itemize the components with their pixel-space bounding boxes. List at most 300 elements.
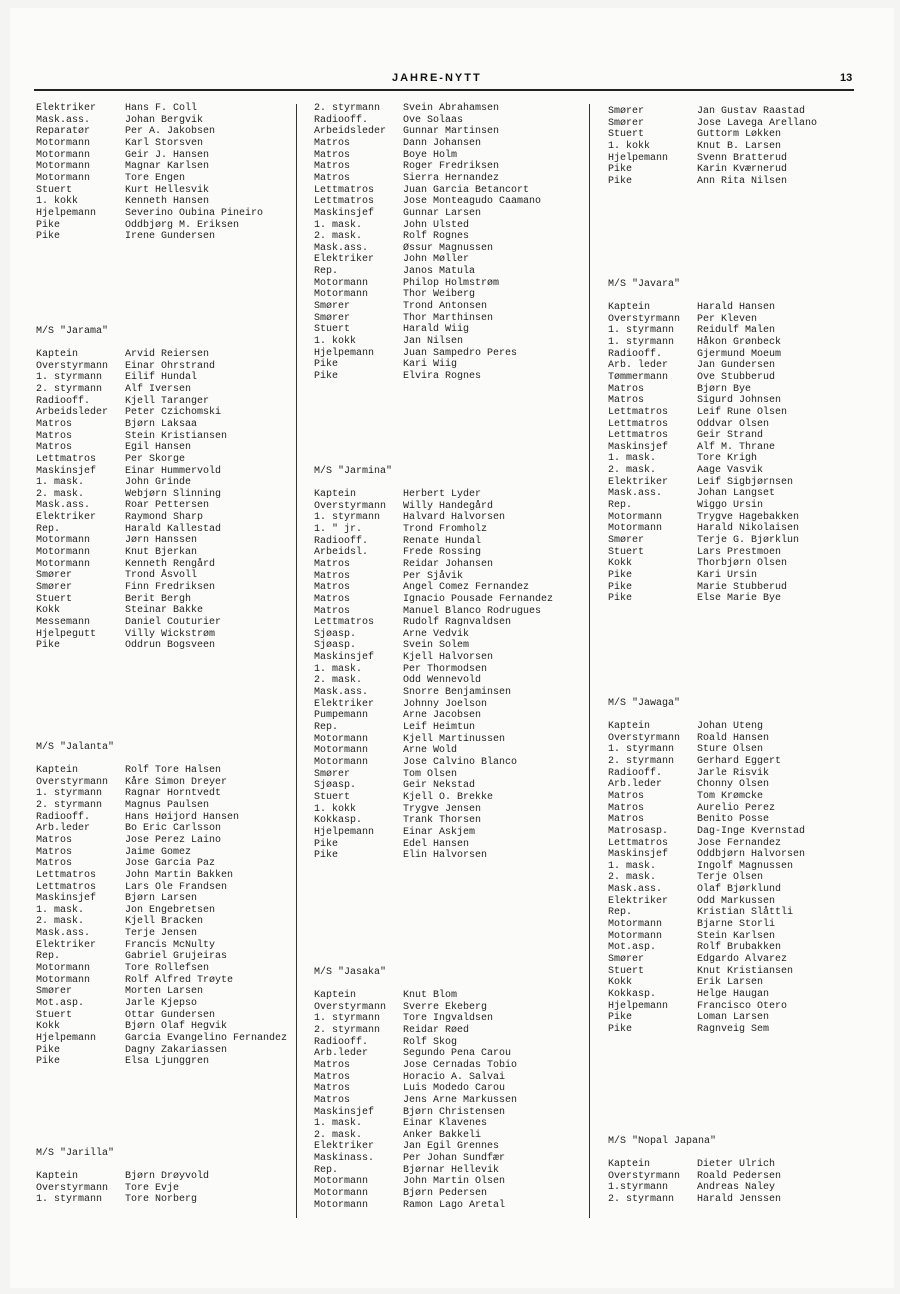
crew-name: Rolf Alfred Trøyte — [125, 974, 234, 986]
crew-role: Matros — [314, 172, 351, 184]
crew-role: Kokkasp. — [314, 815, 363, 827]
crew-role: 1.styrmann — [608, 1182, 669, 1194]
crew-name: Jan Gundersen — [697, 360, 776, 372]
ship-title: M/S "Jarama" — [36, 326, 109, 337]
crew-role: Overstyrmann — [36, 360, 109, 372]
crew-role: Mask.ass. — [314, 687, 369, 699]
crew-name: Hans F. Coll — [125, 103, 198, 114]
crew-name: Morten Larsen — [125, 986, 204, 998]
crew-name: Bjørn Bye — [697, 383, 752, 395]
crew-role: Motormann — [36, 558, 91, 570]
crew-role: Maskinsjef — [608, 849, 669, 861]
crew-name: Rolf Brubakken — [697, 942, 782, 954]
crew-role: Pike — [36, 231, 61, 243]
crew-role: Motormann — [608, 511, 663, 523]
crew-name: Loman Larsen — [697, 1012, 770, 1024]
crew-role: Smører — [314, 312, 351, 324]
crew-role: Motormann — [608, 523, 663, 535]
crew-name: Odd Wennevold — [403, 675, 482, 687]
crew-role: Radiooff. — [36, 395, 91, 407]
crew-role: Mot.asp. — [36, 998, 85, 1009]
crew-role: Motormann — [314, 289, 369, 301]
crew-name: Johan Langset — [697, 488, 776, 500]
crew-role: Lettmatros — [36, 453, 97, 465]
crew-name: Arvid Reiersen — [125, 349, 210, 360]
crew-name: Berit Bergh — [125, 593, 192, 605]
crew-role: Lettmatros — [314, 617, 375, 629]
crew-role: Hjelpemann — [314, 347, 375, 359]
crew-name: Leif Sigbjørnsen — [697, 476, 794, 488]
crew-role: 1. styrmann — [36, 1194, 103, 1206]
crew-name: Elsa Ljunggren — [125, 1056, 210, 1068]
crew-role: 1. mask. — [314, 219, 363, 231]
crew-role: Hjelpegutt — [36, 628, 97, 640]
crew-name: Stein Kristiansen — [125, 430, 228, 442]
crew-name: Øssur Magnussen — [403, 242, 494, 254]
crew-role: Mask.ass. — [314, 242, 369, 254]
crew-role: Maskinsjef — [36, 893, 97, 905]
crew-name: Francis McNulty — [125, 939, 216, 951]
crew-name: Bjarne Storli — [697, 919, 776, 931]
crew-name: Elvira Rognes — [403, 370, 482, 382]
crew-name: Magnar Karlsen — [125, 161, 210, 173]
crew-role: 1. styrmann — [36, 788, 103, 800]
crew-name: Roar Pettersen — [125, 500, 210, 512]
crew-role: 1. styrmann — [608, 336, 675, 348]
crew-role: Pike — [314, 370, 339, 382]
crew-role: 1. kokk — [314, 336, 357, 347]
crew-name: Knut Blom — [403, 990, 458, 1001]
crew-name: Bo Eric Carlsson — [125, 823, 222, 835]
crew-role: 2. styrmann — [608, 1193, 675, 1205]
crew-name: Dann Johansen — [403, 137, 482, 149]
crew-name: Stein Karlsen — [697, 930, 776, 942]
crew-role: Matros — [314, 1059, 351, 1071]
crew-role: Kaptein — [608, 721, 651, 732]
crew-name: Juan Garcia Betancort — [403, 184, 530, 196]
crew-name: Tore Engen — [125, 172, 186, 184]
crew-role: Matros — [314, 1094, 351, 1106]
crew-role: Kokk — [36, 1021, 61, 1033]
crew-name: Tore Ingvaldsen — [403, 1013, 494, 1025]
crew-name: Roald Pedersen — [697, 1170, 782, 1182]
crew-name: Herbert Lyder — [403, 489, 482, 500]
crew-name: Trygve Hagebakken — [697, 511, 800, 523]
crew-role: Matros — [314, 593, 351, 605]
crew-role: Elektriker — [314, 254, 375, 266]
crew-role: Reparatør — [36, 126, 91, 138]
crew-name: Gerhard Eggert — [697, 755, 782, 767]
crew-name: Jarle Risvik — [697, 767, 770, 779]
crew-name: Tom Krømcke — [697, 790, 764, 802]
ship-title: M/S "Nopal Japana" — [608, 1136, 717, 1147]
crew-name: Sture Olsen — [697, 744, 764, 756]
crew-name: Knut Kristiansen — [697, 965, 794, 977]
crew-role: Pike — [314, 838, 339, 850]
crew-name: Jarle Kjepso — [125, 998, 198, 1009]
crew-role: Elektriker — [36, 939, 97, 951]
crew-role: Radiooff. — [608, 767, 663, 779]
crew-name: Oddrun Bogsveen — [125, 640, 216, 652]
crew-role: Stuert — [314, 324, 351, 336]
crew-name: Per Kleven — [697, 313, 758, 325]
crew-role: Arb.leder — [314, 1048, 369, 1060]
crew-name: Thor Marthinsen — [403, 312, 494, 324]
crew-role: Hjelpemann — [608, 1000, 669, 1012]
crew-name: Horacio A. Salvai — [403, 1071, 506, 1083]
crew-name: Guttorm Løkken — [697, 129, 782, 141]
crew-role: Kaptein — [314, 990, 357, 1001]
crew-role: Lettmatros — [314, 184, 375, 196]
crew-name: Per Skorge — [125, 453, 186, 465]
crew-name: Ann Rita Nilsen — [697, 175, 788, 187]
crew-role: Overstyrmann — [314, 1001, 387, 1013]
crew-role: Radiooff. — [314, 114, 369, 126]
crew-name: Odd Markussen — [697, 895, 776, 907]
crew-name: Jose Cernadas Tobio — [403, 1059, 518, 1071]
crew-role: Matros — [36, 430, 73, 442]
crew-name: Svenn Bratterud — [697, 152, 788, 164]
crew-name: Reidar Johansen — [403, 558, 494, 570]
crew-name: Daniel Couturier — [125, 616, 222, 628]
crew-name: Oddbjørn Halvorsen — [697, 849, 806, 861]
crew-role: 2. styrmann — [314, 1024, 381, 1036]
crew-name: Francisco Otero — [697, 1000, 788, 1012]
crew-name: Alf Iversen — [125, 383, 192, 395]
crew-role: Matros — [608, 790, 645, 802]
crew-name: Ramon Lago Aretal — [403, 1199, 506, 1211]
crew-role: Mask.ass. — [608, 488, 663, 500]
crew-role: Motormann — [314, 745, 369, 757]
ship-title: M/S "Javara" — [608, 279, 681, 290]
crew-name: Bjørnar Hellevik — [403, 1164, 500, 1176]
crew-name: Boye Holm — [403, 149, 458, 161]
crew-name: Segundo Pena Carou — [403, 1048, 512, 1060]
crew-role: Smører — [608, 954, 645, 965]
crew-role: Pike — [314, 850, 339, 862]
crew-role: Kaptein — [36, 765, 79, 776]
crew-role: Stuert — [608, 546, 645, 558]
crew-role: Matros — [314, 137, 351, 149]
crew-name: Finn Fredriksen — [125, 582, 216, 593]
crew-role: Arb.leder — [608, 779, 663, 791]
crew-role: Stuert — [314, 791, 351, 803]
crew-role: Overstyrmann — [608, 1170, 681, 1182]
crew-name: Juan Sampedro Peres — [403, 347, 518, 359]
crew-name: Jan Egil Grennes — [403, 1141, 500, 1153]
crew-name: Tore Norberg — [125, 1194, 198, 1206]
crew-role: Kokk — [608, 558, 633, 570]
crew-name: Johnny Joelson — [403, 698, 488, 710]
crew-name: Per Thormodsen — [403, 663, 488, 675]
crew-name: Jose Calvino Blanco — [403, 756, 518, 768]
crew-role: Motormann — [36, 547, 91, 559]
crew-name: Leif Heimtun — [403, 722, 476, 733]
crew-role: Overstyrmann — [608, 732, 681, 744]
crew-name: Arne Jacobsen — [403, 710, 482, 722]
crew-role: Lettmatros — [608, 418, 669, 430]
crew-role: Rep. — [314, 1164, 339, 1176]
crew-role: Maskinsjef — [314, 652, 375, 664]
crew-name: Hans Høijord Hansen — [125, 811, 240, 823]
crew-name: Trygve Jensen — [403, 803, 482, 815]
crew-role: Pike — [608, 581, 633, 593]
crew-name: Garcia Evangelino Fernandez — [125, 1032, 288, 1044]
crew-role: Lettmatros — [608, 406, 669, 418]
crew-name: Halvard Halvorsen — [403, 512, 506, 524]
crew-role: Sjøasp. — [314, 780, 357, 792]
crew-role: Elektriker — [608, 476, 669, 488]
crew-role: 2. styrmann — [36, 799, 103, 811]
crew-role: Arbeidsleder — [314, 126, 387, 138]
crew-role: Radiooff. — [314, 1036, 369, 1048]
crew-name: Benito Posse — [697, 814, 770, 826]
crew-role: Tømmermann — [608, 371, 669, 383]
crew-name: Sigurd Johnsen — [697, 395, 782, 407]
crew-role: Matros — [314, 582, 351, 594]
crew-role: Smører — [314, 301, 351, 313]
crew-name: Håkon Grønbeck — [697, 336, 782, 348]
crew-role: 1. mask. — [608, 860, 657, 872]
column-divider — [589, 104, 590, 1218]
crew-role: Mot.asp. — [608, 942, 657, 954]
crew-name: Trond Åsvoll — [125, 570, 198, 582]
crew-role: 2. mask. — [314, 1129, 363, 1141]
crew-role: Stuert — [36, 184, 73, 196]
crew-role: Smører — [608, 117, 645, 129]
crew-role: Smører — [314, 768, 351, 780]
crew-name: Aage Vasvik — [697, 465, 764, 477]
crew-name: Webjørn Slinning — [125, 488, 222, 500]
crew-role: 1. mask. — [36, 477, 85, 489]
crew-role: 1. mask. — [314, 663, 363, 675]
crew-name: Willy Handegård — [403, 500, 494, 512]
crew-role: Lettmatros — [608, 837, 669, 849]
crew-name: Raymond Sharp — [125, 512, 204, 524]
crew-role: Arbeidsl. — [314, 547, 369, 559]
crew-name: Kenneth Hansen — [125, 196, 210, 208]
crew-name: Lars Ole Frandsen — [125, 881, 228, 893]
crew-role: Matros — [314, 161, 351, 173]
crew-name: Frede Rossing — [403, 547, 482, 559]
crew-role: Sjøasp. — [314, 640, 357, 652]
crew-role: Pumpemann — [314, 710, 369, 722]
crew-role: Rep. — [314, 266, 339, 278]
crew-name: Terje Jensen — [125, 928, 198, 940]
crew-name: Erik Larsen — [697, 977, 764, 989]
crew-name: Kjell Bracken — [125, 916, 204, 928]
crew-name: Edel Hansen — [403, 838, 470, 850]
crew-role: Kaptein — [36, 349, 79, 360]
crew-role: Kaptein — [608, 1159, 651, 1170]
crew-role: 1. kokk — [608, 140, 651, 152]
crew-role: Rep. — [36, 523, 61, 535]
crew-role: Hjelpemann — [608, 152, 669, 164]
crew-role: Motormann — [36, 149, 91, 161]
crew-name: Elin Halvorsen — [403, 850, 488, 862]
crew-role: Rep. — [608, 500, 633, 512]
crew-name: Kjell Martinussen — [403, 733, 506, 745]
crew-name: Roald Hansen — [697, 732, 770, 744]
header-rule — [34, 89, 854, 91]
crew-role: Mask.ass. — [36, 500, 91, 512]
crew-name: John Martin Olsen — [403, 1176, 506, 1188]
crew-role: 1. styrmann — [608, 325, 675, 337]
crew-role: Kokk — [36, 605, 61, 617]
crew-role: Matros — [36, 442, 73, 454]
crew-role: Matros — [314, 1071, 351, 1083]
crew-role: Matros — [314, 149, 351, 161]
crew-name: Terje G. Bjørklun — [697, 535, 800, 546]
crew-name: Einar Hummervold — [125, 465, 222, 477]
crew-role: Matros — [36, 418, 73, 430]
crew-role: Hjelpemann — [36, 1032, 97, 1044]
crew-role: 2. mask. — [608, 465, 657, 477]
crew-role: Elektriker — [608, 895, 669, 907]
crew-role: Lettmatros — [36, 881, 97, 893]
crew-role: 2. mask. — [608, 872, 657, 884]
crew-name: Gjermund Moeum — [697, 348, 782, 360]
crew-name: Villy Wickstrøm — [125, 628, 216, 640]
crew-role: Elektriker — [314, 1141, 375, 1153]
crew-name: Reidar Røed — [403, 1024, 470, 1036]
crew-name: Bjørn Laksaa — [125, 418, 198, 430]
crew-name: Ove Stubberud — [697, 371, 776, 383]
crew-name: Kari Ursin — [697, 569, 758, 581]
crew-role: Pike — [608, 175, 633, 187]
crew-role: 1. kokk — [36, 196, 79, 208]
crew-name: Jaime Gomez — [125, 846, 192, 858]
crew-name: Tore Evje — [125, 1182, 180, 1194]
crew-role: 1. styrmann — [36, 372, 103, 384]
crew-name: Rolf Tore Halsen — [125, 765, 222, 776]
crew-role: Pike — [36, 1056, 61, 1068]
crew-name: Einar Askjem — [403, 826, 476, 838]
crew-role: Pike — [36, 640, 61, 652]
crew-role: Pike — [36, 219, 61, 231]
crew-role: Kaptein — [608, 302, 651, 313]
crew-role: Radiooff. — [314, 535, 369, 547]
ship-title: M/S "Jalanta" — [36, 742, 115, 753]
crew-name: John Grinde — [125, 477, 192, 489]
crew-name: Kjell Halvorsen — [403, 652, 494, 664]
crew-role: Hjelpemann — [36, 207, 97, 219]
crew-name: Sverre Ekeberg — [403, 1001, 488, 1013]
crew-role: Smører — [36, 986, 73, 998]
crew-name: Gabriel Grujeiras — [125, 951, 228, 963]
crew-role: Pike — [608, 164, 633, 176]
crew-role: Motormann — [608, 919, 663, 931]
crew-role: Motormann — [36, 974, 91, 986]
crew-name: Tore Krigh — [697, 453, 758, 465]
crew-role: 2. mask. — [36, 916, 85, 928]
crew-role: Radiooff. — [36, 811, 91, 823]
ship-title: M/S "Jasaka" — [314, 967, 387, 978]
crew-name: Oddbjørg M. Eriksen — [125, 219, 240, 231]
crew-role: Kokkasp. — [608, 988, 657, 1000]
crew-name: Janos Matula — [403, 266, 476, 278]
crew-role: Hjelpemann — [314, 826, 375, 838]
crew-role: Motormann — [608, 930, 663, 942]
crew-name: Karin Kværnerud — [697, 164, 788, 176]
crew-role: Pike — [608, 593, 633, 605]
crew-name: Harald Kallestad — [125, 523, 222, 535]
crew-role: 2. mask. — [36, 488, 85, 500]
ship-title: M/S "Jawaga" — [608, 698, 681, 709]
crew-name: Geir Nekstad — [403, 780, 476, 792]
crew-name: Arne Wold — [403, 745, 458, 757]
crew-name: Ottar Gundersen — [125, 1009, 216, 1021]
crew-role: 1. mask. — [608, 453, 657, 465]
crew-role: Smører — [36, 582, 73, 593]
crew-role: Pike — [608, 1023, 633, 1035]
crew-role: Radiooff. — [608, 348, 663, 360]
crew-role: Smører — [608, 106, 645, 117]
ship-title: M/S "Jarmina" — [314, 466, 393, 477]
crew-name: Dag-Inge Kvernstad — [697, 825, 806, 837]
crew-name: John Møller — [403, 254, 470, 266]
crew-role: Matros — [36, 834, 73, 846]
crew-name: Helge Haugan — [697, 988, 770, 1000]
crew-name: Lars Prestmoen — [697, 546, 782, 558]
crew-role: Pike — [36, 1044, 61, 1056]
page-number: 13 — [840, 72, 853, 84]
crew-name: Rolf Rognes — [403, 231, 470, 243]
crew-name: Kristian Slåttli — [697, 907, 794, 919]
crew-role: Arb. leder — [608, 360, 669, 372]
crew-name: Svein Abrahamsen — [403, 103, 500, 114]
crew-name: Peter Czichomski — [125, 407, 222, 419]
crew-name: Gunnar Martinsen — [403, 126, 500, 138]
crew-role: Motormann — [36, 137, 91, 149]
crew-role: Motormann — [314, 1199, 369, 1211]
crew-name: Kari Wiig — [403, 359, 458, 371]
crew-name: Trond Antonsen — [403, 301, 488, 313]
crew-role: Rep. — [608, 907, 633, 919]
crew-name: Per A. Jakobsen — [125, 126, 216, 138]
crew-role: 1. styrmann — [314, 1013, 381, 1025]
crew-name: Harald Nikolaisen — [697, 523, 800, 535]
crew-name: Johan Uteng — [697, 721, 764, 732]
crew-name: Jose Perez Laino — [125, 834, 222, 846]
crew-name: Kjell Taranger — [125, 395, 210, 407]
crew-role: Motormann — [36, 161, 91, 173]
crew-name: Dagny Zakariassen — [125, 1044, 228, 1056]
crew-name: Luis Modedo Carou — [403, 1083, 506, 1095]
crew-role: Overstyrmann — [608, 313, 681, 325]
crew-name: Snorre Benjaminsen — [403, 687, 512, 699]
crew-name: Einar Ohrstrand — [125, 360, 216, 372]
crew-role: Arbeidsleder — [36, 407, 109, 419]
crew-name: Per Johan Sundfær — [403, 1153, 506, 1165]
crew-role: Pike — [314, 359, 339, 371]
crew-role: Maskinsjef — [36, 465, 97, 477]
crew-name: Jose Lavega Arellano — [697, 117, 818, 129]
crew-name: Oddvar Olsen — [697, 418, 770, 430]
crew-role: 1. kokk — [314, 803, 357, 815]
crew-role: Kokk — [608, 977, 633, 989]
crew-name: Jose Monteagudo Caamano — [403, 196, 542, 208]
crew-name: Jon Engebretsen — [125, 904, 216, 916]
crew-name: Marie Stubberud — [697, 581, 788, 593]
crew-name: Bjørn Pedersen — [403, 1188, 488, 1200]
crew-role: Matros — [608, 802, 645, 814]
crew-name: Einar Klavenes — [403, 1118, 488, 1130]
crew-role: Pike — [608, 1012, 633, 1024]
crew-name: Alf M. Thrane — [697, 441, 776, 453]
crew-name: Kurt Hellesvik — [125, 184, 210, 196]
crew-role: Rep. — [36, 951, 61, 963]
